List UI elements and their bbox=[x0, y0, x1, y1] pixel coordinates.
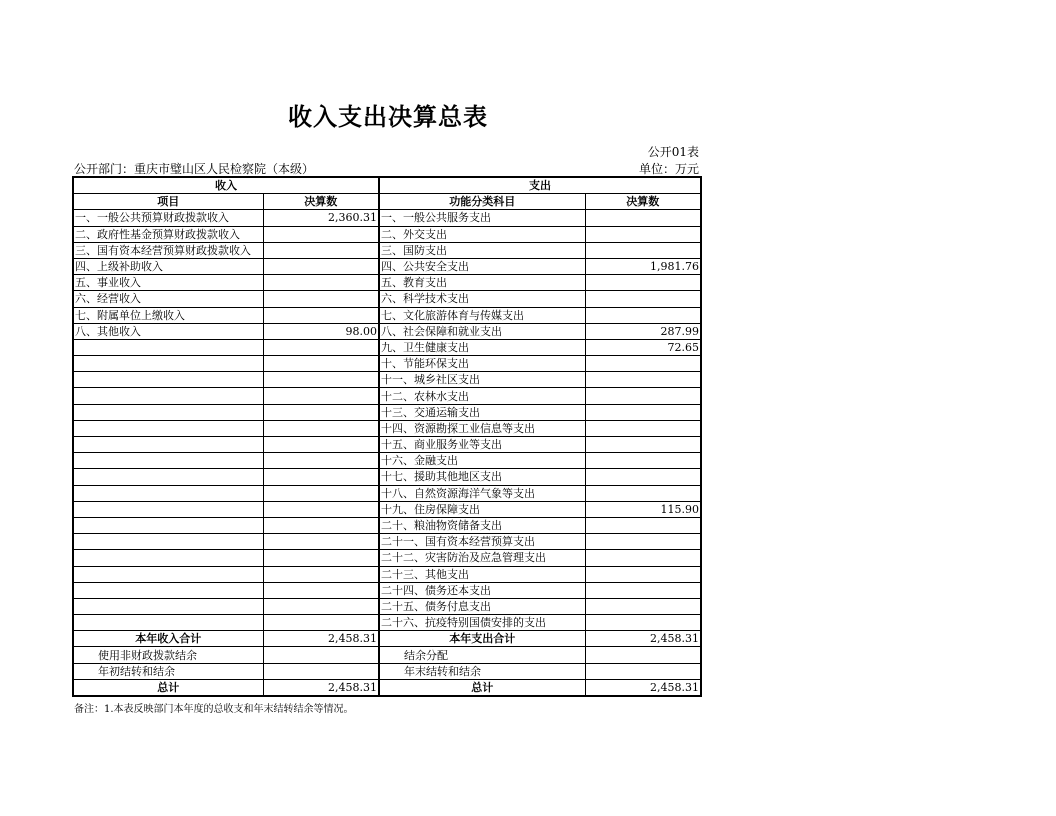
expense-value bbox=[585, 550, 701, 566]
income-value bbox=[263, 372, 379, 388]
income-item: 八、其他收入 bbox=[73, 323, 263, 339]
expense-value bbox=[585, 307, 701, 323]
table-row bbox=[73, 372, 701, 388]
expense-item: 九、卫生健康支出 bbox=[379, 339, 585, 355]
income-total-label: 本年收入合计 bbox=[73, 631, 263, 647]
year-begin-value bbox=[263, 663, 379, 679]
expense-item: 五、教育支出 bbox=[379, 275, 585, 291]
expense-item: 六、科学技术支出 bbox=[379, 291, 585, 307]
income-item: 一、一般公共预算财政拨款收入 bbox=[73, 210, 263, 226]
expense-item: 二十二、灾害防治及应急管理支出 bbox=[379, 550, 585, 566]
table-row bbox=[73, 356, 701, 372]
income-value bbox=[263, 404, 379, 420]
expense-value bbox=[585, 388, 701, 404]
expense-value bbox=[585, 210, 701, 226]
income-value bbox=[263, 420, 379, 436]
expense-item: 二十、粮油物资储备支出 bbox=[379, 517, 585, 533]
page-title: 收入支出决算总表 bbox=[288, 103, 488, 131]
income-value bbox=[263, 582, 379, 598]
expense-item: 十八、自然资源海洋气象等支出 bbox=[379, 485, 585, 501]
income-value: 98.00 bbox=[263, 323, 379, 339]
income-value bbox=[263, 598, 379, 614]
non-fiscal-value bbox=[263, 647, 379, 663]
income-value bbox=[263, 615, 379, 631]
expense-value bbox=[585, 291, 701, 307]
grand-total-row bbox=[73, 679, 701, 696]
income-item bbox=[73, 372, 263, 388]
expense-item: 四、公共安全支出 bbox=[379, 258, 585, 274]
unit-label: 单位：万元 bbox=[638, 162, 699, 176]
form-number: 公开01表 bbox=[647, 145, 699, 159]
table-row bbox=[73, 501, 701, 517]
income-item bbox=[73, 615, 263, 631]
income-value bbox=[263, 388, 379, 404]
income-item: 五、事业收入 bbox=[73, 275, 263, 291]
income-item: 二、政府性基金预算财政拨款收入 bbox=[73, 226, 263, 242]
expense-value bbox=[585, 485, 701, 501]
income-header: 收入 bbox=[73, 177, 379, 194]
table-row bbox=[73, 404, 701, 420]
expense-value bbox=[585, 598, 701, 614]
expense-amount-header: 决算数 bbox=[585, 194, 701, 210]
table-row bbox=[73, 598, 701, 614]
expense-item: 三、国防支出 bbox=[379, 242, 585, 258]
income-item: 六、经营收入 bbox=[73, 291, 263, 307]
expense-value bbox=[585, 469, 701, 485]
expense-item: 十九、住房保障支出 bbox=[379, 501, 585, 517]
department-label: 公开部门：重庆市璧山区人民检察院（本级） bbox=[74, 162, 315, 176]
expense-value bbox=[585, 453, 701, 469]
table-row bbox=[73, 517, 701, 533]
table-row bbox=[73, 453, 701, 469]
income-value bbox=[263, 275, 379, 291]
expense-value bbox=[585, 275, 701, 291]
income-value bbox=[263, 501, 379, 517]
grand-total-income: 2,458.31 bbox=[263, 679, 379, 696]
table-row bbox=[73, 323, 701, 339]
table-row bbox=[73, 469, 701, 485]
expense-value bbox=[585, 582, 701, 598]
expense-item: 二十一、国有资本经营预算支出 bbox=[379, 534, 585, 550]
func-subject-header: 功能分类科目 bbox=[379, 194, 585, 210]
income-value bbox=[263, 453, 379, 469]
expense-item: 二十三、其他支出 bbox=[379, 566, 585, 582]
income-item bbox=[73, 566, 263, 582]
expense-item: 二、外交支出 bbox=[379, 226, 585, 242]
income-value bbox=[263, 242, 379, 258]
expense-item: 十七、援助其他地区支出 bbox=[379, 469, 585, 485]
expense-value: 287.99 bbox=[585, 323, 701, 339]
expense-total-label: 本年支出合计 bbox=[379, 631, 585, 647]
income-item: 七、附属单位上缴收入 bbox=[73, 307, 263, 323]
table-row bbox=[73, 615, 701, 631]
income-item bbox=[73, 485, 263, 501]
table-row bbox=[73, 437, 701, 453]
income-value: 2,360.31 bbox=[263, 210, 379, 226]
expense-item: 二十五、债务付息支出 bbox=[379, 598, 585, 614]
income-value bbox=[263, 517, 379, 533]
income-item bbox=[73, 550, 263, 566]
income-value bbox=[263, 356, 379, 372]
income-expense-table bbox=[72, 176, 702, 697]
table-row bbox=[73, 420, 701, 436]
table-row bbox=[73, 485, 701, 501]
expense-value bbox=[585, 226, 701, 242]
income-value bbox=[263, 291, 379, 307]
expense-value bbox=[585, 356, 701, 372]
income-value bbox=[263, 307, 379, 323]
expense-value bbox=[585, 372, 701, 388]
expense-header: 支出 bbox=[379, 177, 701, 194]
income-item bbox=[73, 501, 263, 517]
expense-item: 十一、城乡社区支出 bbox=[379, 372, 585, 388]
income-item bbox=[73, 534, 263, 550]
expense-value: 72.65 bbox=[585, 339, 701, 355]
footnote: 备注：1.本表反映部门本年度的总收支和年末结转结余等情况。 bbox=[74, 704, 354, 715]
table-row bbox=[73, 388, 701, 404]
non-fiscal-label: 使用非财政拨款结余 bbox=[73, 647, 263, 663]
total-row bbox=[73, 631, 701, 647]
header-row-2 bbox=[73, 194, 701, 210]
income-item bbox=[73, 404, 263, 420]
income-item bbox=[73, 453, 263, 469]
table-row bbox=[73, 339, 701, 355]
table-row bbox=[73, 291, 701, 307]
surplus-dist-value bbox=[585, 647, 701, 663]
income-item bbox=[73, 420, 263, 436]
expense-item: 十、节能环保支出 bbox=[379, 356, 585, 372]
year-end-value bbox=[585, 663, 701, 679]
income-item bbox=[73, 356, 263, 372]
expense-value bbox=[585, 420, 701, 436]
income-item: 四、上级补助收入 bbox=[73, 258, 263, 274]
income-total-value: 2,458.31 bbox=[263, 631, 379, 647]
expense-value bbox=[585, 242, 701, 258]
expense-value bbox=[585, 534, 701, 550]
expense-total-value: 2,458.31 bbox=[585, 631, 701, 647]
expense-value bbox=[585, 517, 701, 533]
income-item bbox=[73, 388, 263, 404]
table-row bbox=[73, 210, 701, 226]
income-item bbox=[73, 437, 263, 453]
income-value bbox=[263, 469, 379, 485]
expense-item: 十五、商业服务业等支出 bbox=[379, 437, 585, 453]
surplus-dist-label: 结余分配 bbox=[379, 647, 585, 663]
income-item bbox=[73, 469, 263, 485]
expense-item: 十二、农林水支出 bbox=[379, 388, 585, 404]
year-end-label: 年末结转和结余 bbox=[379, 663, 585, 679]
expense-item: 八、社会保障和就业支出 bbox=[379, 323, 585, 339]
table-row bbox=[73, 566, 701, 582]
income-item bbox=[73, 598, 263, 614]
expense-value bbox=[585, 437, 701, 453]
income-value bbox=[263, 534, 379, 550]
income-item: 三、国有资本经营预算财政拨款收入 bbox=[73, 242, 263, 258]
grand-total-exp-label: 总计 bbox=[379, 679, 585, 696]
grand-total-expense: 2,458.31 bbox=[585, 679, 701, 696]
expense-item: 一、一般公共服务支出 bbox=[379, 210, 585, 226]
income-value bbox=[263, 485, 379, 501]
income-item bbox=[73, 517, 263, 533]
expense-value bbox=[585, 615, 701, 631]
income-value bbox=[263, 258, 379, 274]
year-begin-label: 年初结转和结余 bbox=[73, 663, 263, 679]
expense-value bbox=[585, 404, 701, 420]
table-row bbox=[73, 582, 701, 598]
income-value bbox=[263, 226, 379, 242]
balance-row-1 bbox=[73, 647, 701, 663]
income-value bbox=[263, 566, 379, 582]
table-row bbox=[73, 242, 701, 258]
income-item bbox=[73, 582, 263, 598]
item-header: 项目 bbox=[73, 194, 263, 210]
table-row bbox=[73, 550, 701, 566]
expense-value bbox=[585, 566, 701, 582]
table-row bbox=[73, 534, 701, 550]
expense-value: 115.90 bbox=[585, 501, 701, 517]
table-row bbox=[73, 275, 701, 291]
expense-item: 二十四、债务还本支出 bbox=[379, 582, 585, 598]
income-item bbox=[73, 339, 263, 355]
income-amount-header: 决算数 bbox=[263, 194, 379, 210]
table-row bbox=[73, 258, 701, 274]
expense-item: 十三、交通运输支出 bbox=[379, 404, 585, 420]
expense-item: 十四、资源勘探工业信息等支出 bbox=[379, 420, 585, 436]
grand-total-label: 总计 bbox=[73, 679, 263, 696]
header-row-1 bbox=[73, 177, 701, 194]
table-row bbox=[73, 226, 701, 242]
income-value bbox=[263, 339, 379, 355]
income-value bbox=[263, 437, 379, 453]
expense-item: 二十六、抗疫特别国债安排的支出 bbox=[379, 615, 585, 631]
expense-item: 七、文化旅游体育与传媒支出 bbox=[379, 307, 585, 323]
balance-row-2 bbox=[73, 663, 701, 679]
income-value bbox=[263, 550, 379, 566]
expense-value: 1,981.76 bbox=[585, 258, 701, 274]
expense-item: 十六、金融支出 bbox=[379, 453, 585, 469]
table-row bbox=[73, 307, 701, 323]
